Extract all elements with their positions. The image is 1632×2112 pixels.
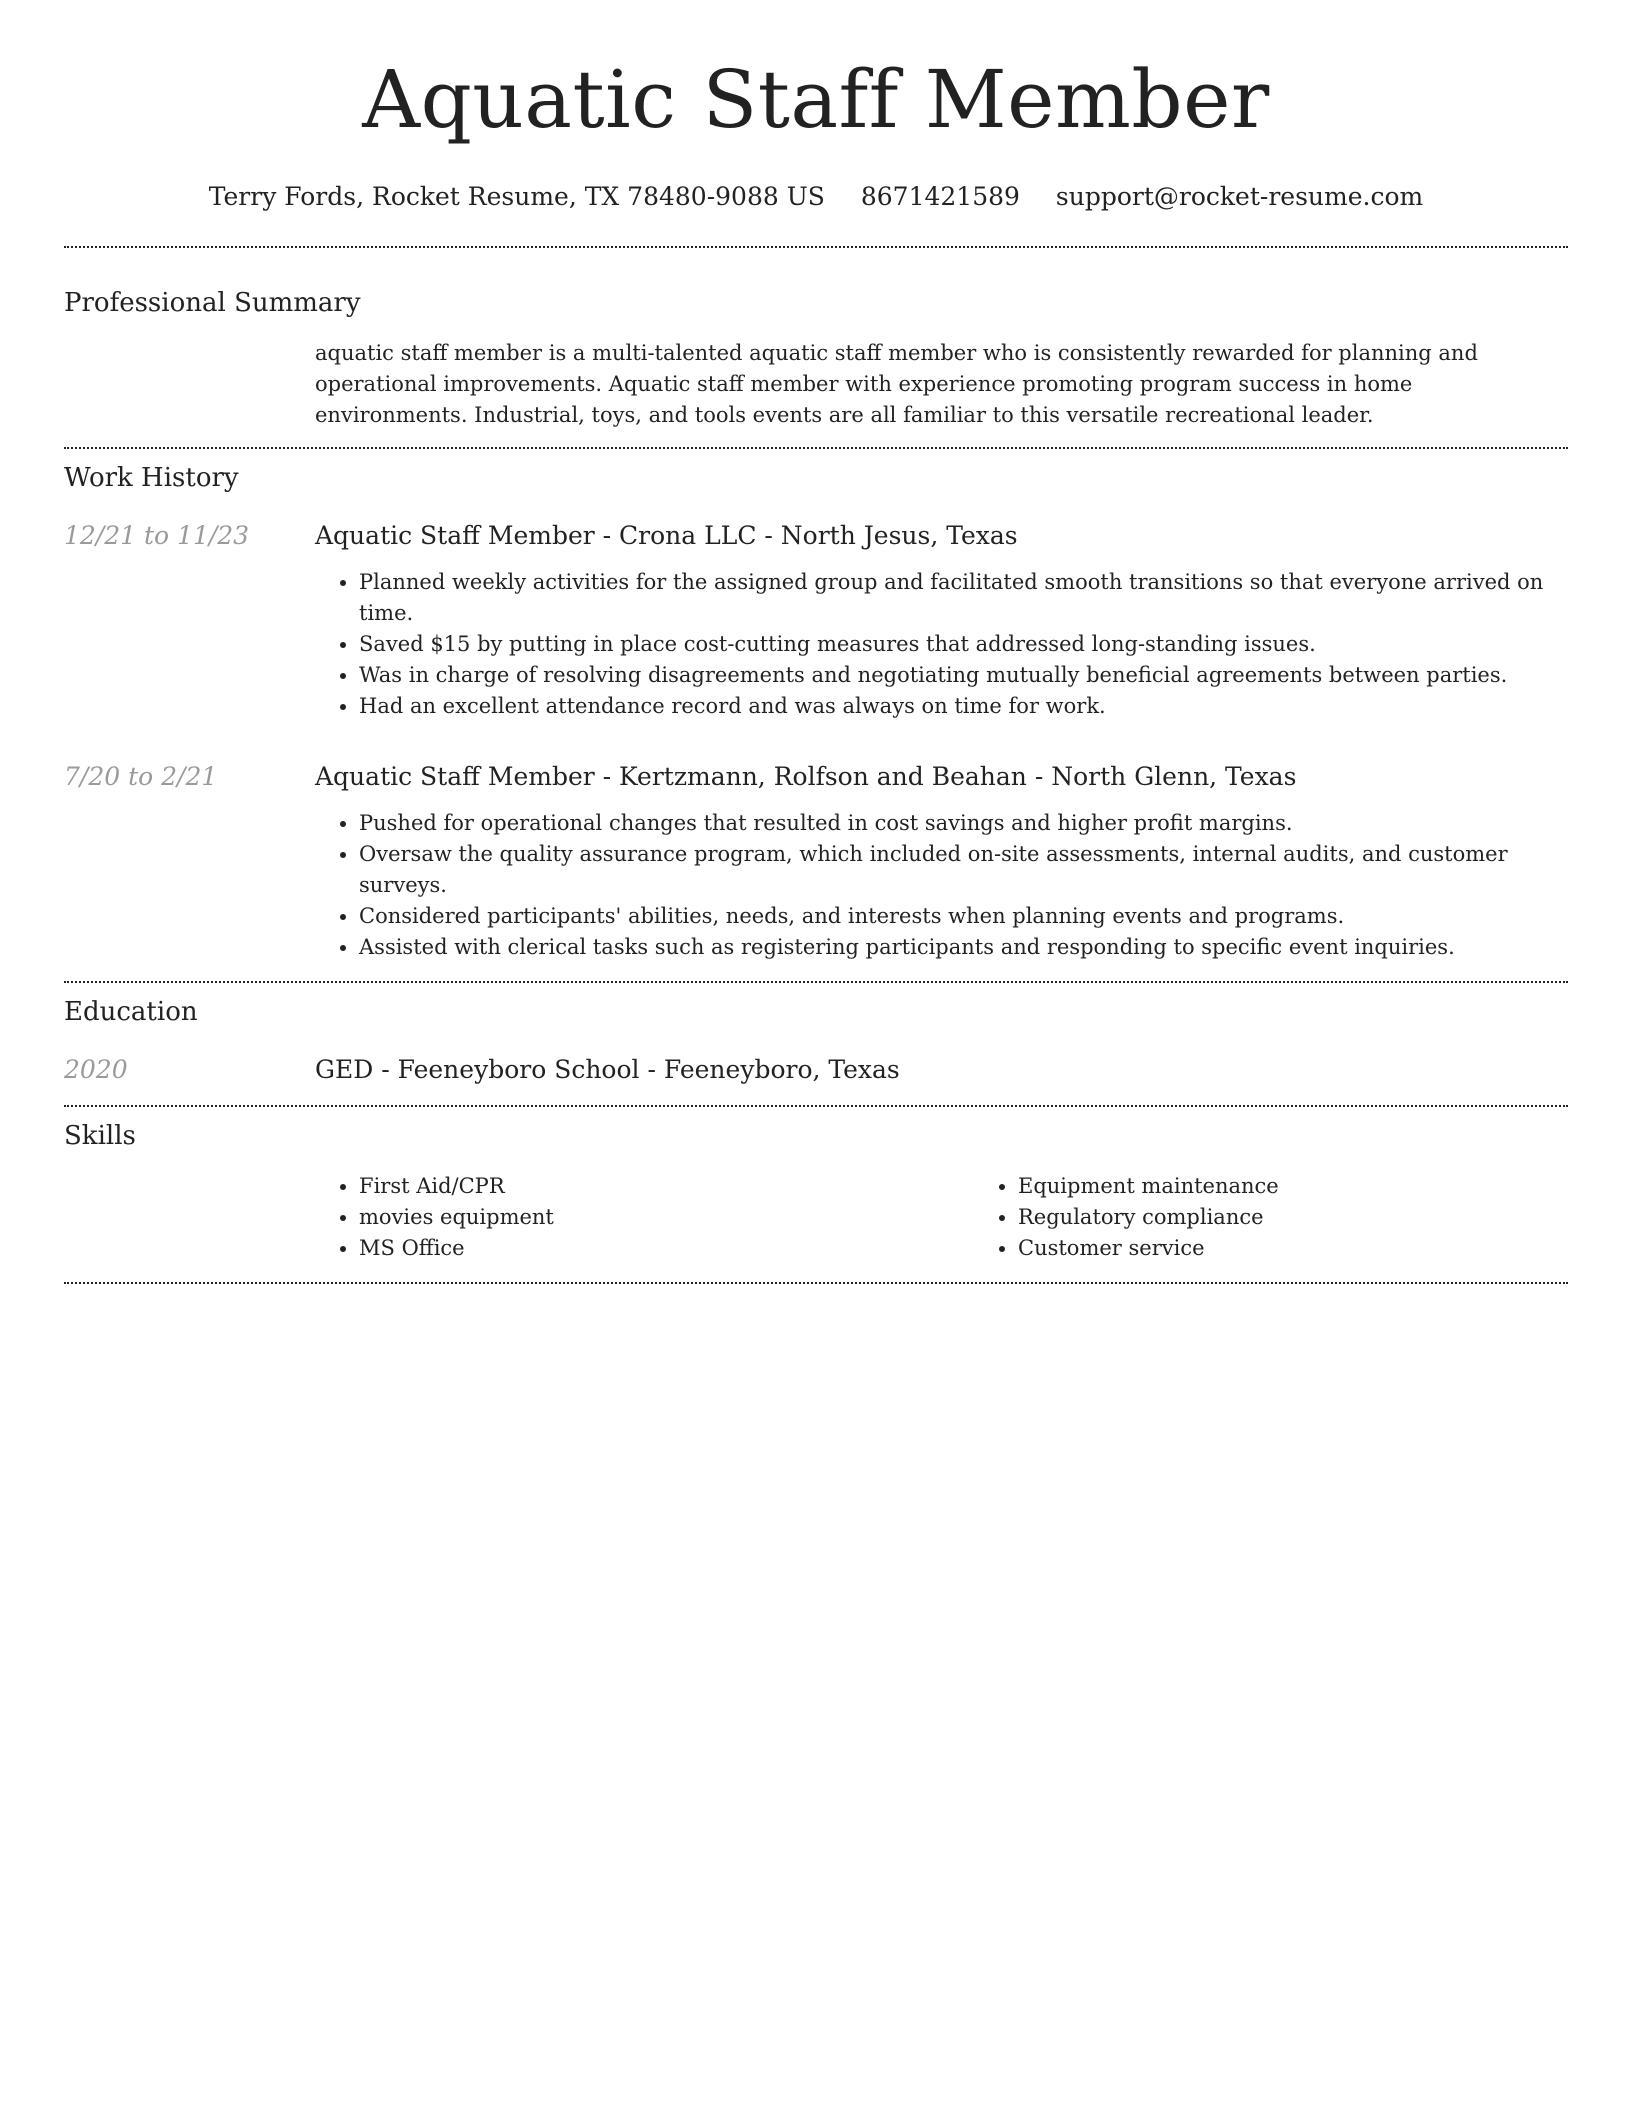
contact-line xyxy=(64,180,1568,214)
job-bullet: • Had an excellent attendance record and was always on time for work. xyxy=(359,691,1568,722)
education-heading: Education xyxy=(64,997,198,1027)
skill-item: • First Aid/CPR xyxy=(359,1171,974,1202)
skill-item: • movies equipment xyxy=(359,1202,974,1233)
job-heading: Aquatic Staff Member - Crona LLC - North Jesus, Texas xyxy=(315,521,1018,550)
section-divider xyxy=(64,1282,1568,1284)
education-section xyxy=(64,995,1568,1087)
job-bullet: • Oversaw the quality assurance program, which included on-site assessments, internal audits, and customer surveys. xyxy=(359,839,1568,901)
section-divider xyxy=(64,447,1568,449)
contact-address: Terry Fords, Rocket Resume, TX 78480-9088 US xyxy=(208,182,825,211)
work-history-heading: Work History xyxy=(64,463,239,493)
candidate-name: Aquatic Staff Member xyxy=(362,53,1270,146)
summary-heading: Professional Summary xyxy=(64,288,361,318)
contact-email: support@rocket-resume.com xyxy=(1055,182,1424,211)
resume-header xyxy=(64,0,1568,214)
skill-item: • Regulatory compliance xyxy=(1018,1202,1632,1233)
job-heading: Aquatic Staff Member - Kertzmann, Rolfson and Beahan - North Glenn, Texas xyxy=(315,762,1297,791)
section-divider xyxy=(64,1105,1568,1107)
summary-text: aquatic staff member is a multi-talented aquatic staff member who is consistently rewarded for planning and operational improvements. Aquatic staff member with experience promoting program success in home environments. Industrial, toys, and tools events are all familiar to this versatile recreational leader. xyxy=(315,341,1478,427)
job-dates: 12/21 to 11/23 xyxy=(64,521,250,550)
skills-section xyxy=(64,1119,1568,1264)
work-history-section xyxy=(64,461,1568,963)
job-bullet: • Was in charge of resolving disagreements and negotiating mutually beneficial agreements between parties. xyxy=(359,660,1568,691)
education-heading-line: GED - Feeneyboro School - Feeneyboro, Texas xyxy=(315,1055,900,1084)
job-dates: 7/20 to 2/21 xyxy=(64,762,218,791)
skill-item: • Equipment maintenance xyxy=(1018,1171,1632,1202)
section-divider xyxy=(64,246,1568,248)
contact-phone: 8671421589 xyxy=(860,182,1020,211)
skills-heading: Skills xyxy=(64,1121,136,1151)
skill-item: • MS Office xyxy=(359,1233,974,1264)
skills-list-right xyxy=(974,1171,1632,1264)
job-bullets xyxy=(315,808,1568,963)
education-entry xyxy=(64,1053,1568,1087)
job-entry xyxy=(64,760,1568,963)
skills-list-left xyxy=(315,1171,974,1264)
job-bullet: • Pushed for operational changes that resulted in cost savings and higher profit margins. xyxy=(359,808,1568,839)
resume-page xyxy=(64,0,1568,1284)
job-bullet: • Planned weekly activities for the assigned group and facilitated smooth transitions so that everyone arrived on time. xyxy=(359,567,1568,629)
summary-section xyxy=(64,286,1568,431)
job-entry xyxy=(64,519,1568,722)
skill-item: • Customer service xyxy=(1018,1233,1632,1264)
section-divider xyxy=(64,981,1568,983)
education-year: 2020 xyxy=(64,1055,128,1084)
job-bullet: • Saved $15 by putting in place cost-cutting measures that addressed long-standing issues. xyxy=(359,629,1568,660)
job-bullet: • Considered participants' abilities, needs, and interests when planning events and programs. xyxy=(359,901,1568,932)
job-bullets xyxy=(315,567,1568,722)
job-bullet: • Assisted with clerical tasks such as registering participants and responding to specific event inquiries. xyxy=(359,932,1568,963)
